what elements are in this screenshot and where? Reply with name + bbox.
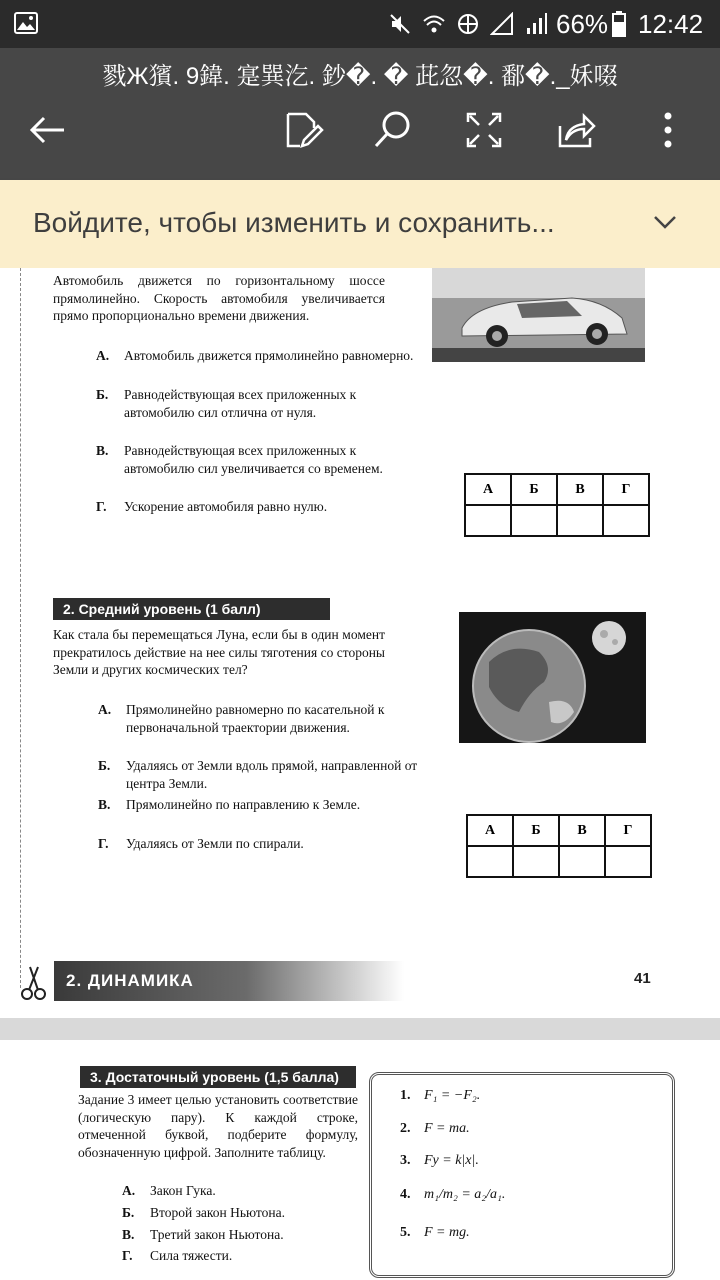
sign-in-banner[interactable]: [0, 180, 720, 268]
share-icon[interactable]: [554, 108, 598, 152]
q1-option-c: В. Равнодействующая всех приложенных к автомобилю сил увеличивается со временем.: [96, 443, 383, 476]
fullscreen-icon[interactable]: [462, 108, 506, 152]
answer-table-q2: [466, 814, 652, 878]
signal-icon: [524, 12, 548, 36]
q1-option-b: Б. Равнодействующая всех приложенных к автомобилю сил отлична от нуля.: [96, 387, 357, 420]
answer-header: В: [557, 474, 603, 505]
answer-header: А: [467, 815, 513, 846]
signal-icon: [490, 12, 514, 36]
edit-icon[interactable]: [280, 108, 324, 152]
mute-icon: [388, 12, 412, 36]
answer-cell: [511, 505, 557, 536]
q3-option-a: А. Закон Гука.: [122, 1183, 216, 1198]
banner-text: Войдите, чтобы изменить и сохранить...: [33, 207, 555, 238]
level-2-header: 2. Средний уровень (1 балл): [53, 598, 330, 620]
back-arrow-icon[interactable]: [24, 108, 68, 152]
answer-header: Б: [513, 815, 559, 846]
question-2-text: Как стала бы перемещаться Луна, если бы в один момент прекратилось действие на нее силы тяготения со стороны Земли и других космических тел?: [53, 627, 385, 677]
answer-cell: [559, 846, 605, 877]
more-vert-icon[interactable]: [646, 108, 690, 152]
q2-option-b: Б. Удаляясь от Земли вдоль прямой, направленной от центра Земли.: [98, 758, 418, 791]
document-page-42: [0, 1040, 720, 1280]
section-footer: 2. ДИНАМИКА: [54, 961, 404, 1001]
q2-option-a: А. Прямолинейно равномерно по касательной к первоначальной траектории движения.: [98, 702, 385, 735]
wifi-icon: [422, 12, 446, 36]
scissors-icon: [20, 963, 50, 1001]
question-3-text: Задание 3 имеет целью установить соответствие (логическую пару). К каждой строке, отмеченной буквой, подберите формулу, обозначенную цифрой. Заполните таблицу.: [78, 1092, 358, 1160]
document-page-41: [0, 268, 720, 1018]
battery-percent: 66%: [556, 9, 609, 39]
answer-header: В: [559, 815, 605, 846]
q1-option-a: А. Автомобиль движется прямолинейно равномерно.: [96, 348, 414, 363]
q3-option-d: Г. Сила тяжести.: [122, 1248, 233, 1263]
answer-cell: [465, 505, 511, 536]
app-bar: [0, 48, 720, 180]
answer-cell: [603, 505, 649, 536]
answer-cell: [467, 846, 513, 877]
answer-table-q1: [464, 473, 650, 537]
answer-header: Г: [603, 474, 649, 505]
answer-cell: [557, 505, 603, 536]
battery-icon: [612, 11, 626, 37]
car-photo: [432, 268, 645, 362]
question-1-text: Автомобиль движется по горизонтальному шоссе прямолинейно. Скорость автомобиля увеличивается прямо пропорционально времени движения.: [53, 273, 385, 323]
cut-line: [20, 268, 21, 988]
page-number: 41: [634, 970, 651, 987]
level-3-header: 3. Достаточный уровень (1,5 балла): [80, 1066, 356, 1088]
q3-option-b: Б. Второй закон Ньютона.: [122, 1205, 285, 1220]
answer-header: Г: [605, 815, 651, 846]
chevron-down-icon[interactable]: [652, 212, 678, 232]
answer-cell: [513, 846, 559, 877]
clock: 12:42: [638, 9, 704, 39]
answer-cell: [605, 846, 651, 877]
q2-option-c: В. Прямолинейно по направлению к Земле.: [98, 797, 361, 812]
earth-moon-photo: [459, 612, 646, 743]
q2-option-d: Г. Удаляясь от Земли по спирали.: [98, 836, 304, 851]
document-title: 戮Ж獱. 9鍏. 寔巽汔. 鈔�. � 茈忽�. 鄱�._姀啜: [102, 63, 618, 90]
answer-header: Б: [511, 474, 557, 505]
search-icon[interactable]: [370, 108, 414, 152]
status-bar: [0, 0, 720, 48]
gallery-icon: [14, 12, 38, 34]
formula-box: 1. F₁ = −F₂. 2. F = ma. 3. Fу = k|x|. 4. m₁/m₂ = a₂/a₁. 5. F = mg.: [369, 1072, 675, 1278]
globe-icon: [456, 12, 480, 36]
q1-option-d: Г. Ускорение автомобиля равно нулю.: [96, 499, 328, 514]
answer-header: А: [465, 474, 511, 505]
q3-option-c: В. Третий закон Ньютона.: [122, 1227, 284, 1242]
